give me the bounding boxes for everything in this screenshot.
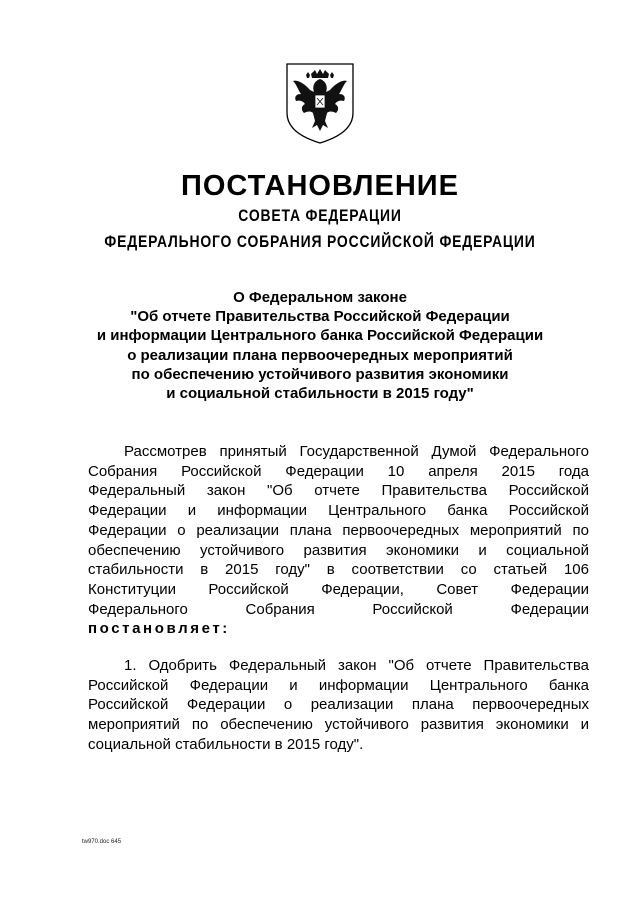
preamble-line: Федерации и информации Центрального банка Российской bbox=[88, 502, 589, 520]
document-subtitle-line1: СОВЕТА ФЕДЕРАЦИИ bbox=[238, 206, 402, 225]
preamble-line: Рассмотрев принятый Государственной Думой Федерального bbox=[124, 443, 589, 460]
document-subject bbox=[0, 288, 640, 403]
preamble-line: Федерального Собрания Российской Федерации bbox=[88, 600, 589, 618]
preamble-line: обеспечению устойчивого развития экономики и социальной bbox=[88, 541, 589, 559]
item-1-paragraph bbox=[88, 656, 589, 755]
footer-document-code: tw970.doc 645 bbox=[82, 839, 122, 845]
preamble-line: стабильности в 2015 году" в соответствии со статьей 106 bbox=[88, 561, 589, 579]
preamble-line: Федеральный закон "Об отчете Правительства Российской bbox=[88, 482, 589, 500]
item-line: мероприятий по обеспечению устойчивого развития экономики и bbox=[88, 716, 589, 734]
item-line: Российской Федерации и информации Центрального банка bbox=[88, 676, 589, 694]
subject-line: и социальной стабильности в 2015 году" bbox=[166, 385, 474, 403]
item-line: социальной стабильности в 2015 году". bbox=[88, 735, 364, 753]
item-line: Российской Федерации о реализации плана первоочередных bbox=[88, 696, 589, 714]
subject-line: о реализации плана первоочередных мероприятий bbox=[127, 346, 513, 364]
subject-line: "Об отчете Правительства Российской Федерации bbox=[130, 308, 510, 326]
document-subtitle-line2: ФЕДЕРАЛЬНОГО СОБРАНИЯ РОССИЙСКОЙ ФЕДЕРАЦИИ bbox=[104, 232, 536, 251]
item-line: 1. Одобрить Федеральный закон "Об отчете Правительства bbox=[124, 657, 589, 674]
document-title: ПОСТАНОВЛЕНИЕ bbox=[181, 170, 459, 202]
russian-coat-of-arms-icon bbox=[284, 61, 356, 145]
decree-word: постановляет: bbox=[88, 620, 230, 638]
preamble-line: Федерации о реализации плана первоочередных мероприятий по bbox=[88, 521, 589, 539]
subject-line: и информации Центрального банка Российской Федерации bbox=[96, 327, 544, 345]
subject-line: О Федеральном законе bbox=[233, 289, 407, 306]
preamble-line: Конституции Российской Федерации, Совет Федерации bbox=[88, 580, 589, 598]
preamble-paragraph bbox=[88, 442, 589, 639]
preamble-line: Собрания Российской Федерации 10 апреля 2015 года bbox=[88, 462, 589, 480]
subject-line: по обеспечению устойчивого развития экономики bbox=[131, 365, 509, 383]
